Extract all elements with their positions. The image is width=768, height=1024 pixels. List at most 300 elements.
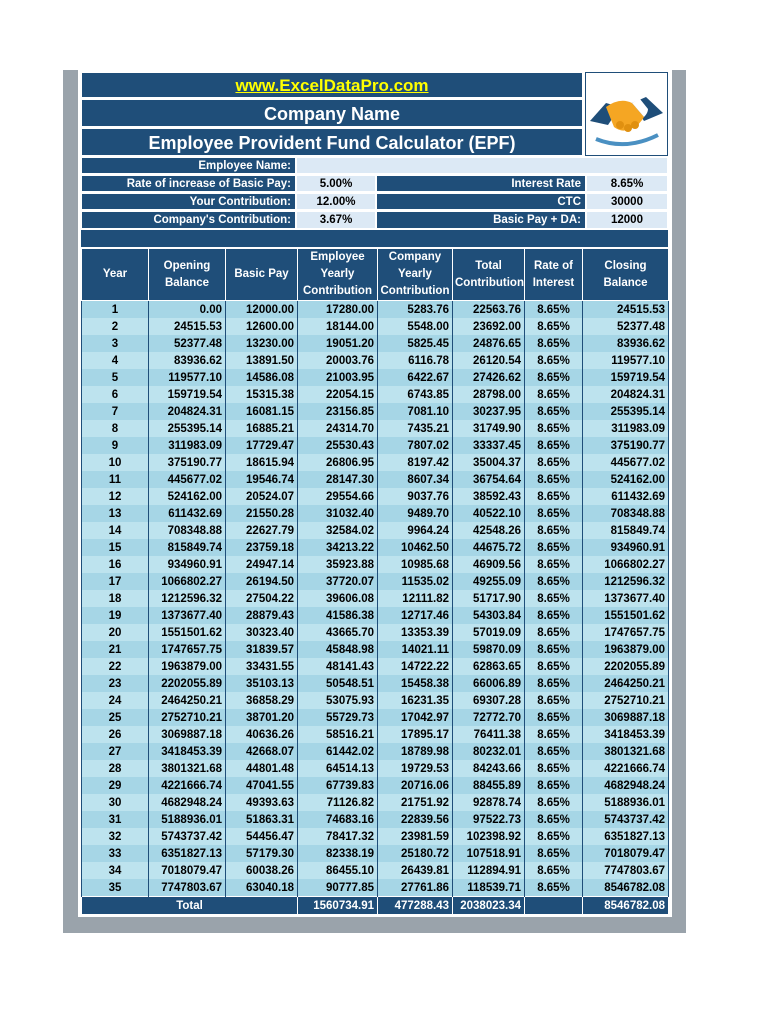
table-cell: 8.65% [525, 726, 583, 743]
table-cell: 16885.21 [226, 420, 298, 437]
table-cell: 26194.50 [226, 573, 298, 590]
table-cell: 6 [82, 386, 149, 403]
table-cell: 3069887.18 [149, 726, 226, 743]
table-cell: 3801321.68 [583, 743, 669, 760]
table-row [82, 539, 669, 556]
table-cell: 708348.88 [149, 522, 226, 539]
table-cell: 8.65% [525, 590, 583, 607]
table-cell: 47041.55 [226, 777, 298, 794]
table-cell: 5743737.42 [583, 811, 669, 828]
table-cell: 8.65% [525, 641, 583, 658]
table-row [82, 641, 669, 658]
table-row [82, 624, 669, 641]
table-row [82, 488, 669, 505]
table-cell: 4221666.74 [149, 777, 226, 794]
table-cell: 8.65% [525, 624, 583, 641]
table-cell: 80232.01 [453, 743, 525, 760]
table-row [82, 573, 669, 590]
employee-name-label: Employee Name: [81, 157, 296, 174]
table-cell: 30237.95 [453, 403, 525, 420]
table-cell: 1212596.32 [583, 573, 669, 590]
table-cell: 31 [82, 811, 149, 828]
table-cell: 3418453.39 [583, 726, 669, 743]
table-cell: 1963879.00 [149, 658, 226, 675]
table-cell: 28147.30 [298, 471, 378, 488]
table-row [82, 335, 669, 352]
table-cell: 445677.02 [583, 454, 669, 471]
table-cell: 21550.28 [226, 505, 298, 522]
table-cell: 311983.09 [583, 420, 669, 437]
table-row [82, 794, 669, 811]
table-row [82, 352, 669, 369]
interest-rate-field[interactable]: 8.65% [586, 175, 668, 192]
table-cell: 44675.72 [453, 539, 525, 556]
table-cell: 7081.10 [378, 403, 453, 420]
page-title: Employee Provident Fund Calculator (EPF) [81, 128, 583, 156]
table-cell: 38592.43 [453, 488, 525, 505]
total-closing: 8546782.08 [583, 897, 669, 915]
table-cell: 445677.02 [149, 471, 226, 488]
table-cell: 32584.02 [298, 522, 378, 539]
table-row [82, 828, 669, 845]
table-cell: 8.65% [525, 318, 583, 335]
table-cell: 8.65% [525, 692, 583, 709]
table-cell: 11 [82, 471, 149, 488]
table-header-row [82, 249, 669, 301]
table-cell: 5743737.42 [149, 828, 226, 845]
table-cell: 52377.48 [149, 335, 226, 352]
table-row [82, 301, 669, 319]
table-cell: 54456.47 [226, 828, 298, 845]
table-cell: 8.65% [525, 522, 583, 539]
your-contribution-label: Your Contribution: [81, 193, 296, 210]
table-cell: 2752710.21 [149, 709, 226, 726]
column-header: Total Contribution [453, 249, 525, 301]
table-cell: 18789.98 [378, 743, 453, 760]
table-cell: 1 [82, 301, 149, 319]
spacer-bar [81, 230, 668, 247]
table-cell: 8546782.08 [583, 879, 669, 897]
table-cell: 13 [82, 505, 149, 522]
column-header: Opening Balance [149, 249, 226, 301]
table-cell: 23692.00 [453, 318, 525, 335]
table-cell: 23 [82, 675, 149, 692]
table-cell: 119577.10 [149, 369, 226, 386]
table-cell: 8.65% [525, 369, 583, 386]
table-cell: 15315.38 [226, 386, 298, 403]
table-row [82, 403, 669, 420]
table-row [82, 777, 669, 794]
table-cell: 112894.91 [453, 862, 525, 879]
table-row [82, 420, 669, 437]
table-cell: 22839.56 [378, 811, 453, 828]
table-cell: 3 [82, 335, 149, 352]
table-cell: 5548.00 [378, 318, 453, 335]
table-row [82, 386, 669, 403]
table-cell: 71126.82 [298, 794, 378, 811]
table-cell: 19729.53 [378, 760, 453, 777]
table-cell: 7747803.67 [149, 879, 226, 897]
table-cell: 815849.74 [149, 539, 226, 556]
table-cell: 76411.38 [453, 726, 525, 743]
table-cell: 1373677.40 [583, 590, 669, 607]
table-cell: 20524.07 [226, 488, 298, 505]
table-cell: 934960.91 [583, 539, 669, 556]
table-cell: 38701.20 [226, 709, 298, 726]
table-cell: 6743.85 [378, 386, 453, 403]
table-cell: 2202055.89 [583, 658, 669, 675]
table-cell: 22563.76 [453, 301, 525, 319]
table-cell: 57179.30 [226, 845, 298, 862]
table-cell: 24314.70 [298, 420, 378, 437]
table-cell: 62863.65 [453, 658, 525, 675]
table-cell: 27504.22 [226, 590, 298, 607]
table-row [82, 318, 669, 335]
table-cell: 63040.18 [226, 879, 298, 897]
table-cell: 6351827.13 [149, 845, 226, 862]
table-cell: 35 [82, 879, 149, 897]
table-cell: 102398.92 [453, 828, 525, 845]
table-row [82, 556, 669, 573]
table-cell: 24 [82, 692, 149, 709]
table-cell: 27426.62 [453, 369, 525, 386]
table-cell: 78417.32 [298, 828, 378, 845]
table-cell: 375190.77 [149, 454, 226, 471]
company-name: Company Name [81, 99, 583, 127]
table-cell: 16 [82, 556, 149, 573]
table-cell: 17280.00 [298, 301, 378, 319]
table-cell: 524162.00 [149, 488, 226, 505]
table-cell: 29554.66 [298, 488, 378, 505]
table-cell: 58516.21 [298, 726, 378, 743]
table-cell: 15 [82, 539, 149, 556]
table-cell: 2 [82, 318, 149, 335]
table-cell: 83936.62 [149, 352, 226, 369]
table-cell: 4221666.74 [583, 760, 669, 777]
table-cell: 27761.86 [378, 879, 453, 897]
table-cell: 8607.34 [378, 471, 453, 488]
ctc-field[interactable]: 30000 [586, 193, 668, 210]
table-cell: 14586.08 [226, 369, 298, 386]
table-cell: 1551501.62 [583, 607, 669, 624]
table-cell: 2464250.21 [583, 675, 669, 692]
table-cell: 26439.81 [378, 862, 453, 879]
table-cell: 21751.92 [378, 794, 453, 811]
table-cell: 74683.16 [298, 811, 378, 828]
table-cell: 8.65% [525, 301, 583, 319]
total-employee: 1560734.91 [298, 897, 378, 915]
table-cell: 22054.15 [298, 386, 378, 403]
table-cell: 119577.10 [583, 352, 669, 369]
table-cell: 8.65% [525, 743, 583, 760]
column-header: Rate of Interest [525, 249, 583, 301]
table-cell: 49255.09 [453, 573, 525, 590]
table-cell: 5283.76 [378, 301, 453, 319]
table-cell: 26806.95 [298, 454, 378, 471]
table-row [82, 437, 669, 454]
table-cell: 19 [82, 607, 149, 624]
table-cell: 8.65% [525, 386, 583, 403]
table-cell: 35923.88 [298, 556, 378, 573]
table-cell: 14 [82, 522, 149, 539]
table-cell: 611432.69 [583, 488, 669, 505]
table-cell: 18144.00 [298, 318, 378, 335]
table-cell: 39606.08 [298, 590, 378, 607]
table-cell: 83936.62 [583, 335, 669, 352]
table-cell: 67739.83 [298, 777, 378, 794]
table-cell: 16081.15 [226, 403, 298, 420]
basic-increase-field[interactable]: 5.00% [296, 175, 376, 192]
column-header: Employee Yearly Contribution [298, 249, 378, 301]
table-cell: 4682948.24 [149, 794, 226, 811]
totals-label: Total [82, 897, 298, 915]
table-cell: 24515.53 [149, 318, 226, 335]
table-cell: 6116.78 [378, 352, 453, 369]
table-cell: 26 [82, 726, 149, 743]
table-row [82, 522, 669, 539]
table-cell: 9037.76 [378, 488, 453, 505]
company-contribution-field[interactable]: 3.67% [296, 211, 376, 229]
table-cell: 48141.43 [298, 658, 378, 675]
table-cell: 0.00 [149, 301, 226, 319]
table-cell: 24876.65 [453, 335, 525, 352]
table-cell: 255395.14 [149, 420, 226, 437]
table-cell: 50548.51 [298, 675, 378, 692]
table-cell: 34213.22 [298, 539, 378, 556]
basic-da-field[interactable]: 12000 [586, 211, 668, 229]
table-cell: 42668.07 [226, 743, 298, 760]
table-row [82, 590, 669, 607]
table-cell: 88455.89 [453, 777, 525, 794]
column-header: Year [82, 249, 149, 301]
table-cell: 33 [82, 845, 149, 862]
table-cell: 8.65% [525, 505, 583, 522]
totals-row [82, 897, 669, 915]
table-row [82, 879, 669, 897]
table-cell: 7435.21 [378, 420, 453, 437]
table-row [82, 692, 669, 709]
table-cell: 23759.18 [226, 539, 298, 556]
table-cell: 8.65% [525, 471, 583, 488]
table-cell: 8.65% [525, 454, 583, 471]
table-cell: 934960.91 [149, 556, 226, 573]
table-cell: 64514.13 [298, 760, 378, 777]
table-cell: 18615.94 [226, 454, 298, 471]
table-cell: 44801.48 [226, 760, 298, 777]
table-cell: 12 [82, 488, 149, 505]
table-cell: 20716.06 [378, 777, 453, 794]
table-cell: 86455.10 [298, 862, 378, 879]
table-cell: 10 [82, 454, 149, 471]
table-cell: 10462.50 [378, 539, 453, 556]
table-cell: 6422.67 [378, 369, 453, 386]
table-cell: 12000.00 [226, 301, 298, 319]
table-cell: 8.65% [525, 709, 583, 726]
table-cell: 34 [82, 862, 149, 879]
table-cell: 2752710.21 [583, 692, 669, 709]
table-cell: 25 [82, 709, 149, 726]
totals-blank [525, 897, 583, 915]
table-cell: 61442.02 [298, 743, 378, 760]
table-cell: 19546.74 [226, 471, 298, 488]
table-cell: 10985.68 [378, 556, 453, 573]
table-cell: 84243.66 [453, 760, 525, 777]
column-header: Company Yearly Contribution [378, 249, 453, 301]
table-cell: 1747657.75 [149, 641, 226, 658]
table-cell: 118539.71 [453, 879, 525, 897]
table-cell: 72772.70 [453, 709, 525, 726]
basic-increase-label: Rate of increase of Basic Pay: [81, 175, 296, 192]
employee-name-field[interactable] [296, 157, 668, 174]
table-cell: 45848.98 [298, 641, 378, 658]
table-cell: 8.65% [525, 828, 583, 845]
table-row [82, 607, 669, 624]
epf-schedule-table [81, 248, 669, 915]
table-cell: 8.65% [525, 811, 583, 828]
table-cell: 13353.39 [378, 624, 453, 641]
table-row [82, 505, 669, 522]
table-cell: 31032.40 [298, 505, 378, 522]
table-cell: 8 [82, 420, 149, 437]
table-cell: 8.65% [525, 539, 583, 556]
table-cell: 708348.88 [583, 505, 669, 522]
table-cell: 12111.82 [378, 590, 453, 607]
table-cell: 2464250.21 [149, 692, 226, 709]
table-cell: 15458.38 [378, 675, 453, 692]
table-row [82, 743, 669, 760]
table-cell: 37720.07 [298, 573, 378, 590]
table-cell: 17042.97 [378, 709, 453, 726]
website-link[interactable]: www.ExcelDataPro.com [81, 72, 583, 98]
table-cell: 49393.63 [226, 794, 298, 811]
table-cell: 311983.09 [149, 437, 226, 454]
table-cell: 35004.37 [453, 454, 525, 471]
table-cell: 7018079.47 [583, 845, 669, 862]
table-cell: 11535.02 [378, 573, 453, 590]
table-cell: 8.65% [525, 352, 583, 369]
table-cell: 22627.79 [226, 522, 298, 539]
table-cell: 159719.54 [583, 369, 669, 386]
table-cell: 18 [82, 590, 149, 607]
table-cell: 54303.84 [453, 607, 525, 624]
table-row [82, 471, 669, 488]
table-cell: 5825.45 [378, 335, 453, 352]
column-header: Basic Pay [226, 249, 298, 301]
table-row [82, 760, 669, 777]
table-cell: 20003.76 [298, 352, 378, 369]
table-cell: 36858.29 [226, 692, 298, 709]
table-cell: 3069887.18 [583, 709, 669, 726]
table-cell: 3801321.68 [149, 760, 226, 777]
table-cell: 24515.53 [583, 301, 669, 319]
table-cell: 22 [82, 658, 149, 675]
table-cell: 53075.93 [298, 692, 378, 709]
table-cell: 46909.56 [453, 556, 525, 573]
table-cell: 12600.00 [226, 318, 298, 335]
table-cell: 8.65% [525, 437, 583, 454]
table-cell: 6351827.13 [583, 828, 669, 845]
table-cell: 204824.31 [149, 403, 226, 420]
table-cell: 9489.70 [378, 505, 453, 522]
table-cell: 1963879.00 [583, 641, 669, 658]
table-cell: 13891.50 [226, 352, 298, 369]
table-cell: 8.65% [525, 760, 583, 777]
table-row [82, 675, 669, 692]
column-header: Closing Balance [583, 249, 669, 301]
table-cell: 33337.45 [453, 437, 525, 454]
table-row [82, 726, 669, 743]
your-contribution-field[interactable]: 12.00% [296, 193, 376, 210]
table-row [82, 862, 669, 879]
table-cell: 25530.43 [298, 437, 378, 454]
table-cell: 204824.31 [583, 386, 669, 403]
table-cell: 92878.74 [453, 794, 525, 811]
table-cell: 107518.91 [453, 845, 525, 862]
table-cell: 26120.54 [453, 352, 525, 369]
table-cell: 55729.73 [298, 709, 378, 726]
total-company: 477288.43 [378, 897, 453, 915]
table-cell: 8.65% [525, 777, 583, 794]
table-cell: 5188936.01 [149, 811, 226, 828]
table-cell: 21003.95 [298, 369, 378, 386]
table-row [82, 709, 669, 726]
table-cell: 1373677.40 [149, 607, 226, 624]
table-row [82, 454, 669, 471]
table-cell: 8.65% [525, 675, 583, 692]
table-cell: 9 [82, 437, 149, 454]
table-cell: 9964.24 [378, 522, 453, 539]
table-cell: 8197.42 [378, 454, 453, 471]
table-cell: 90777.85 [298, 879, 378, 897]
table-cell: 30 [82, 794, 149, 811]
table-cell: 31749.90 [453, 420, 525, 437]
table-cell: 40636.26 [226, 726, 298, 743]
table-cell: 12717.46 [378, 607, 453, 624]
table-cell: 21 [82, 641, 149, 658]
table-cell: 5 [82, 369, 149, 386]
table-row [82, 845, 669, 862]
table-cell: 28 [82, 760, 149, 777]
table-cell: 4 [82, 352, 149, 369]
table-cell: 57019.09 [453, 624, 525, 641]
table-cell: 524162.00 [583, 471, 669, 488]
table-cell: 41586.38 [298, 607, 378, 624]
interest-rate-label: Interest Rate [376, 175, 586, 192]
handshake-icon [585, 72, 668, 156]
table-cell: 8.65% [525, 607, 583, 624]
table-cell: 815849.74 [583, 522, 669, 539]
table-cell: 7018079.47 [149, 862, 226, 879]
table-cell: 5188936.01 [583, 794, 669, 811]
table-cell: 17729.47 [226, 437, 298, 454]
table-cell: 14021.11 [378, 641, 453, 658]
table-cell: 25180.72 [378, 845, 453, 862]
company-contribution-label: Company's Contribution: [81, 211, 296, 229]
table-cell: 29 [82, 777, 149, 794]
table-cell: 33431.55 [226, 658, 298, 675]
table-cell: 42548.26 [453, 522, 525, 539]
table-cell: 8.65% [525, 420, 583, 437]
table-cell: 82338.19 [298, 845, 378, 862]
table-cell: 51863.31 [226, 811, 298, 828]
table-cell: 375190.77 [583, 437, 669, 454]
table-cell: 32 [82, 828, 149, 845]
table-cell: 8.65% [525, 794, 583, 811]
table-cell: 36754.64 [453, 471, 525, 488]
table-cell: 4682948.24 [583, 777, 669, 794]
table-cell: 1212596.32 [149, 590, 226, 607]
table-cell: 28798.00 [453, 386, 525, 403]
